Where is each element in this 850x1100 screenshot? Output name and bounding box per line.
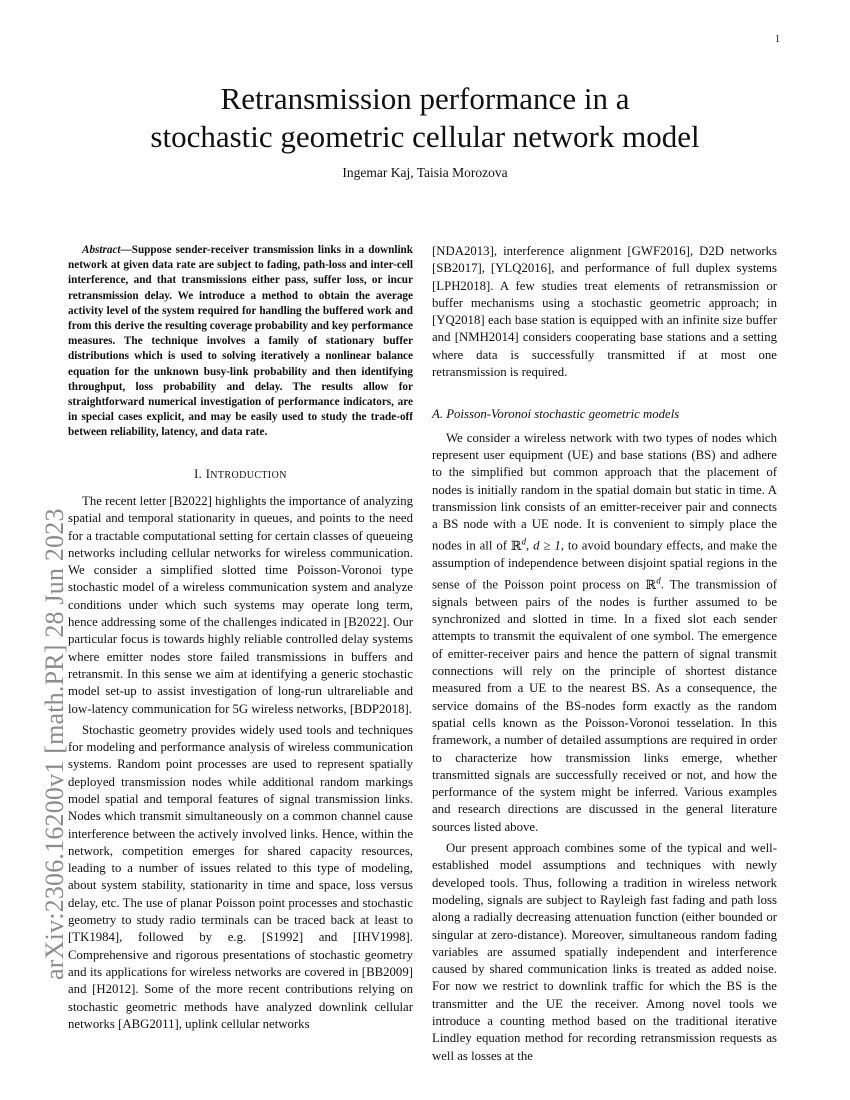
page-number: 1: [775, 34, 780, 45]
abstract-text: —Suppose sender-receiver transmission links in a downlink network at given data rate are subject to fading, path-loss and inter-cell interference, and that transmissions either pass, suffer loss, or incur retransmission delay. We introduce a method to obtain the average activity level of the system required for handling the buffered work and from this derive the resulting coverage probability and key performance measures. The technique involves a family of stationary buffer distributions which is used to solving iteratively a nonlinear balance equation for the unknown busy-link probability and then identifying throughput, loss probability and delay. The results allow for straightforward numerical investigation of performance indicators, are in special cases explicit, and may be easily used to study the trade-off between reliability, latency, and data rate.: [68, 244, 413, 439]
intro-paragraph-2-continued: [NDA2013], interference alignment [GWF2016], D2D networks [SB2017], [YLQ2016], and performance of full duplex systems [LPH2018]. A few studies treat elements of retransmission or buffer mechanisms using a stochastic geometric approach; in [YQ2018] each base station is equipped with an infinite size buffer and [NMH2014] considers cooperating base stations and a setting where data is successfully transmitted if at most one retransmission is required.: [432, 244, 777, 380]
abstract: [68, 243, 413, 441]
abstract-label: Abstract: [82, 244, 121, 256]
pv-paragraph-2: Our present approach combines some of the typical and well-established model assumptions and techniques with newly developed tools. Thus, following a tradition in wireless network modeling, signals are subject to Rayleigh fast fading and path loss along a radially decreasing attenuation function (either bounded or singular at zero-distance). Moreover, simultaneous random fading variables are assumed spatially independent and interference caused by shared communication links is treated as added noise. For now we restrict to downlink traffic for which the BS is the transmitter and the UE the receiver. Among novel tools we introduce a counting method based on the traditional iterative Lindley equation method for recording retransmission requests as well as losses at the: [432, 841, 777, 1063]
right-column: [432, 243, 777, 1065]
subsection-heading-a: A. Poisson-Voronoi stochastic geometric models: [432, 407, 680, 422]
pv-paragraph-1: We consider a wireless network with two types of nodes which represent user equipment (UE) and base stations (BS) and adhere to the simplified but common approach that the placement of nodes is initially random in the spatial domain but static in time. A transmission link consists of an emitter-receiver pair and connects a BS node with a UE node. It is convenient to simply place the nodes in all of ℝ$^d$, d ≥ 1, to avoid boundary effects, and make the assumption of independence between disjoint spatial regions in the sense of the Poisson point process on ℝ$^d$. The transmission of signals between pairs of the nodes is further assumed to be synchronized and slotted in time. In a fixed slot each sender attempts to transmit the equivalent of one symbol. The emergence of emitter-receiver pairs and hence the pattern of signal transmit connections will rely on the principle of shortest distance measured from a UE to the nearest BS. As a consequence, the service domains of the BS-nodes form exactly as the random spatial cells known as the Poisson-Voronoi tesselation. In this framework, a number of detailed assumptions are required in order to characterize how transmission links emerge, whether transmitted signals are successfully received or not, and how the performance of the system might be inferred. Various examples and research directions are discussed in the general literature sources listed above.: [432, 430, 777, 834]
arxiv-watermark: arXiv:2306.16200v1 [math.PR] 28 Jun 2023: [40, 508, 69, 980]
title-line-1: Retransmission performance in a: [220, 81, 630, 116]
left-column: [68, 243, 413, 1033]
authors: Ingemar Kaj, Taisia Morozova: [342, 165, 508, 180]
paper-title: [100, 80, 750, 156]
math-rd: ℝ$^d$: [510, 536, 527, 553]
intro-paragraph-2: Stochastic geometry provides widely used tools and techniques for modeling and performance analysis of wireless communication systems. Random point processes are used to represent spatially deployed transmission nodes while additional random markings model spatial and temporal features of signal transmission links. Nodes which transmit simultaneously on a common channel cause interference between the actively involved links. Hence, within the network, competition emerges for shared capacity resources, leading to a number of issues related to this type of modeling, about system stability, stationarity in time and space, loss versus delay, etc. The use of planar Poisson point processes and stochastic geometry to study radio terminals can be traced back at least to [TK1984], followed by e.g. [S1992] and [IHV1998]. Comprehensive and rigorous presentations of stochastic geometry and its applications for wireless networks are covered in [BB2009] and [H2012]. Some of the more recent contributions relying on stochastic geometric methods have analyzed downlink cellular networks [ABG2011], uplink cellular networks: [68, 722, 413, 1031]
title-line-2: stochastic geometric cellular network model: [150, 119, 700, 154]
math-rd-2: ℝ$^d$: [645, 575, 661, 592]
intro-paragraph-1: The recent letter [B2022] highlights the importance of analyzing spatial and temporal stationarity in queues, and points to the need for a tractable computational setting for certain classes of queueing networks including cellular networks for wireless communication. We consider a simplified slotted time Poisson-Voronoi type stochastic model of a wireless communication system and analyze conditions under which such systems may operate long term, hence addressing some of the challenges indicated in [B2022]. Our particular focus is towards highly reliable controlled delay systems where emitter nodes store failed transmissions in buffers and retransmit. In this sense we aim at identifying a generic stochastic model set-up to assist investigation of long-run ultrareliable and low-latency communication for 5G wireless networks, [BDP2018].: [68, 493, 413, 716]
section-heading-introduction: I. INTRODUCTION: [194, 466, 287, 481]
